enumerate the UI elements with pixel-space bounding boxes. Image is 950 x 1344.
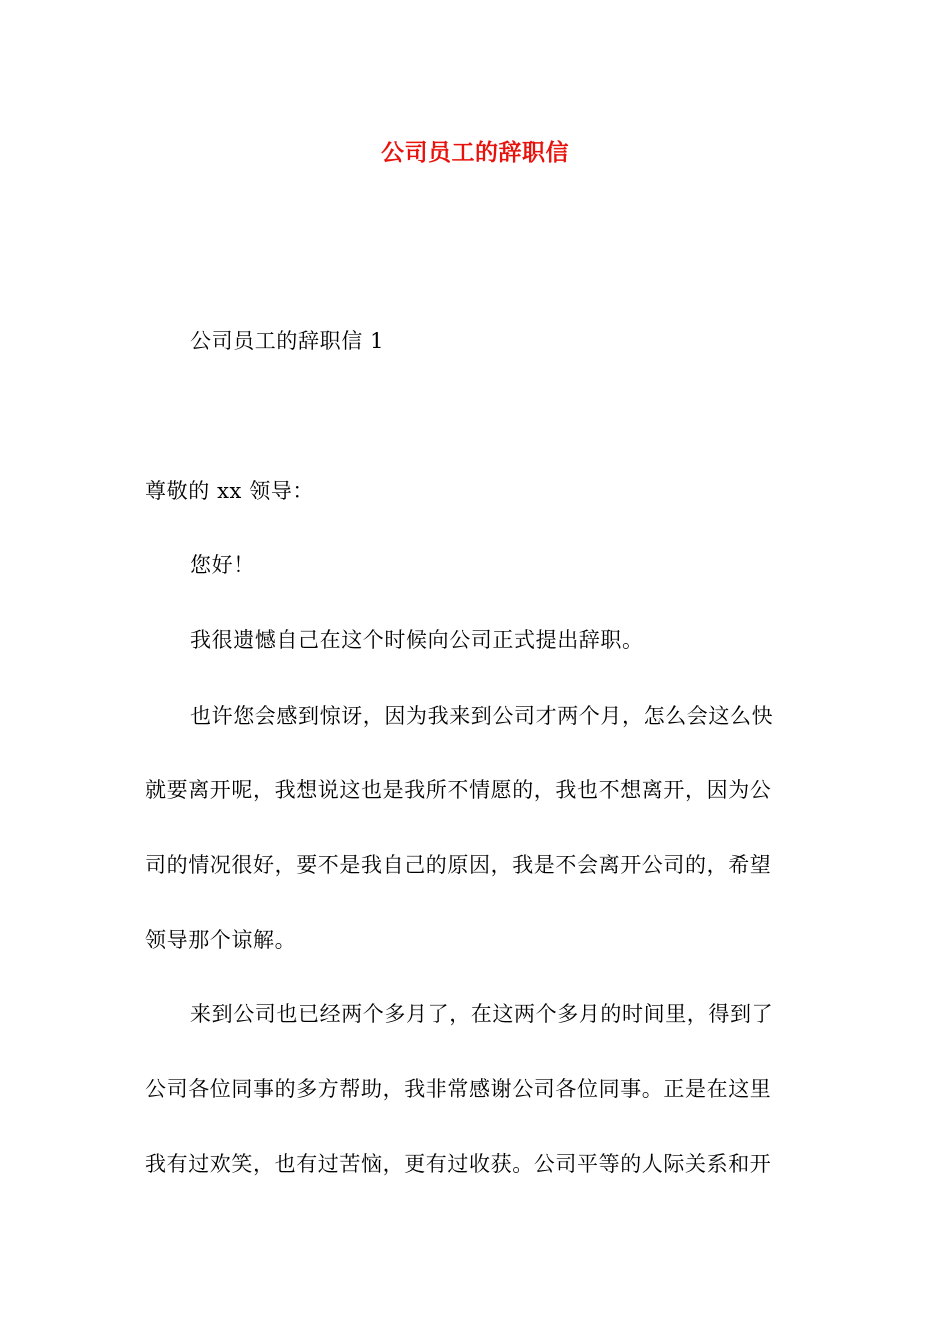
paragraph-line: 来到公司也已经两个多月了，在这两个多月的时间里，得到了	[190, 1002, 774, 1026]
salutation: 尊敬的 xx 领导：	[145, 479, 315, 503]
paragraph-line: 也许您会感到惊讶，因为我来到公司才两个月，怎么会这么快	[190, 704, 774, 728]
paragraph-line: 就要离开呢，我想说这也是我所不情愿的，我也不想离开，因为公	[145, 778, 772, 802]
paragraph-line: 公司各位同事的多方帮助，我非常感谢公司各位同事。正是在这里	[145, 1077, 772, 1101]
paragraph-line: 领导那个谅解。	[145, 928, 297, 952]
paragraph-line: 我有过欢笑，也有过苦恼，更有过收获。公司平等的人际关系和开	[145, 1152, 772, 1176]
document-title: 公司员工的辞职信	[381, 140, 569, 166]
paragraph-line: 我很遗憾自己在这个时候向公司正式提出辞职。	[190, 628, 644, 652]
letter-subtitle: 公司员工的辞职信 1	[190, 329, 385, 353]
greeting: 您好！	[190, 553, 255, 577]
paragraph-line: 司的情况很好，要不是我自己的原因，我是不会离开公司的，希望	[145, 853, 772, 877]
